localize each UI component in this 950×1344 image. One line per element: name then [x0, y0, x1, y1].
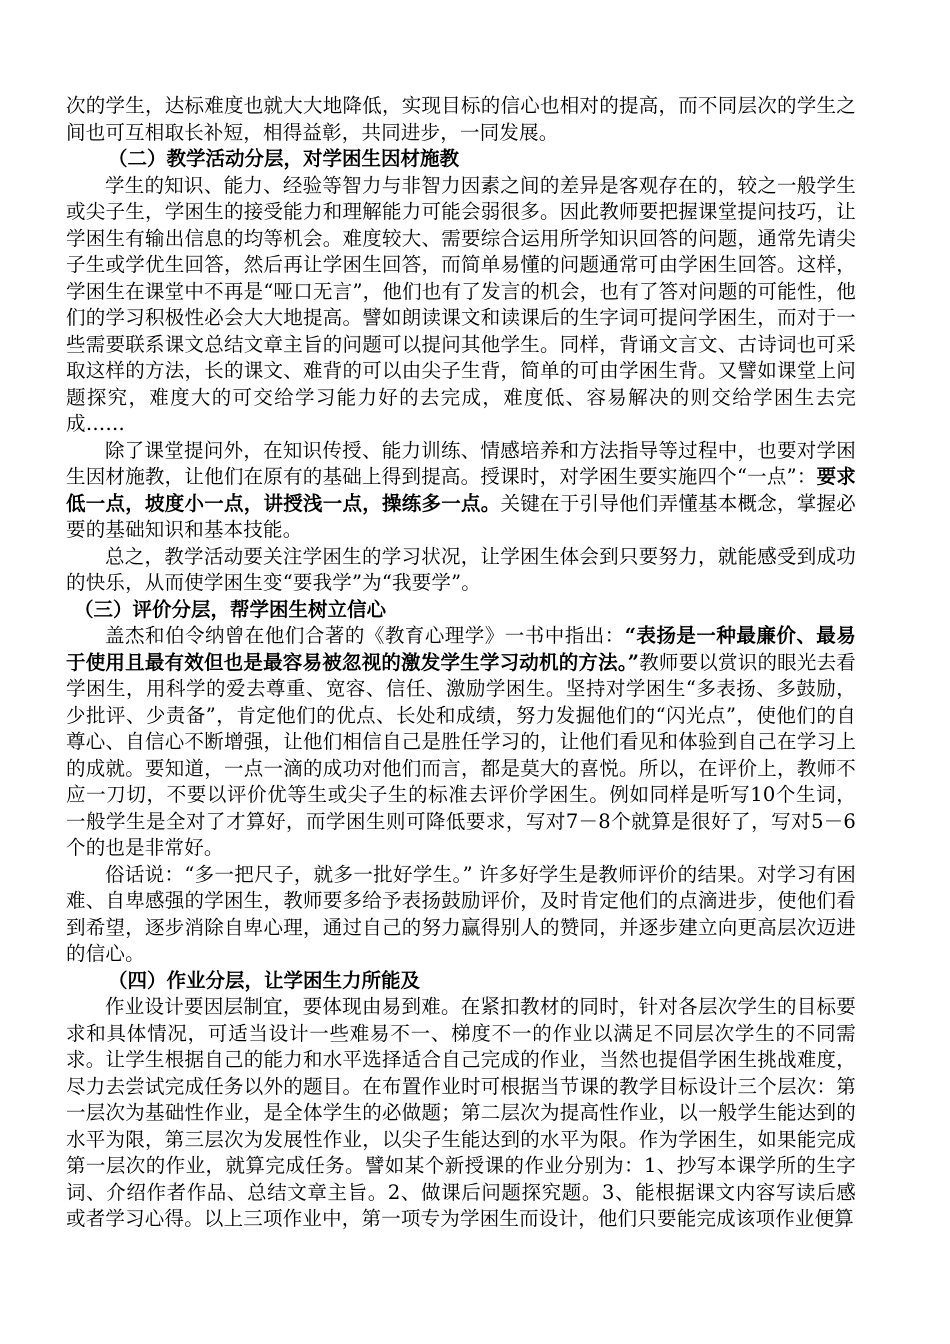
- section-three-paragraph-1: [66, 623, 856, 862]
- emphasis-text: 要求低一点，坡度小一点，讲授浅一点，操练多一点。: [66, 465, 856, 515]
- paragraph-text: 盖杰和伯令纳曾在他们合著的《教育心理学》一书中指出：: [105, 624, 625, 647]
- section-two-paragraph-1: 学生的知识、能力、经验等智力与非智力因素之间的差异是客观存在的，较之一般学生或尖子生，学困生的接受能力和理解能力可能会弱很多。因此教师要把握课堂提问技巧，让学困生有输出信息的均等机会。难度较大、需要综合运用所学知识回答的问题，通常先请尖子生或学优生回答，然后再让学困生回答，而简单易懂的问题通常可由学困生回答。这样，学困生在课堂中不再是“哑口无言”，他们也有了发言的机会，也有了答对问题的可能性，他们的学习积极性必会大大地提高。譬如朗读课文和读课后的生字词可提问学困生，而对于一些需要联系课文总结文章主旨的问题可以提问其他学生。同样，背诵文言文、古诗词也可采取这样的方法，长的课文、难背的可以由尖子生背，简单的可由学困生背。又譬如课堂上问题探究，难度大的可交给学习能力好的去完成，难度低、容易解决的则交给学困生去完成……: [66, 173, 856, 435]
- section-three-paragraph-2: 俗话说：“多一把尺子，就多一批好学生。” 许多好学生是教师评价的结果。对学习有困难、自卑感强的学困生，教师要多给予表扬鼓励评价，及时肯定他们的点滴进步，使他们看到希望，逐步消除自卑心理，通过自己的努力赢得别人的赞同，并逐步建立向更高层次迈进的信心。: [66, 862, 856, 965]
- document-body: [66, 93, 856, 1233]
- section-two-heading: （二）教学活动分层，对学困生因材施教: [108, 147, 460, 170]
- section-four-heading: （四）作业分层，让学困生力所能及: [108, 968, 421, 992]
- section-four-paragraph-1: 作业设计要因层制宜，要体现由易到难。在紧扣教材的同时，针对各层次学生的目标要求和具体情况，可适当设计一些难易不一、梯度不一的作业以满足不同层次学生的不同需求。让学生根据自己的能力和水平选择适合自己完成的作业，当然也提倡学困生挑战难度，尽力去尝试完成任务以外的题目。在布置作业时可根据当节课的教学目标设计三个层次：第一层次为基础性作业，是全体学生的必做题；第二层次为提高性作业，以一般学生能达到的水平为限，第三层次为发展性作业，以尖子生能达到的水平为限。作为学困生，如果能完成第一层次的作业，就算完成任务。譬如某个新授课的作业分别为：1、抄写本课学所的生字词、介绍作者作品、总结文章主旨。2、做课后问题探究题。3、能根据课文内容写读后感或者学习心得。以上三项作业中，第一项专为学困生而设计，他们只要能完成该项作业便算: [66, 995, 856, 1230]
- intro-paragraph: 次的学生，达标难度也就大大地降低，实现目标的信心也相对的提高，而不同层次的学生之间也可互相取长补短，相得益彰，共同进步，一同发展。: [66, 94, 856, 144]
- paragraph-text: 除了课堂提问外，在知识传授、能力训练、情感培养和方法指导等过程中，也要对学困生因材施教，让他们在原有的基础上得到提高。授课时，对学困生要实施四个“一点”：: [66, 438, 856, 488]
- section-two-paragraph-2: [66, 438, 856, 544]
- section-three-heading: （三）评价分层，帮学困生树立信心: [74, 597, 387, 621]
- section-two-paragraph-3: 总之，教学活动要关注学困生的学习状况，让学困生体会到只要努力，就能感受到成功的快乐，从而使学困生变“要我学”为“我要学”。: [66, 544, 856, 594]
- paragraph-text: 教师要以赏识的眼光去看学困生，用科学的爱去尊重、宽容、信任、激励学困生。坚持对学困生“多表扬、多鼓励，少批评、少责备”，肯定他们的优点、长处和成绩，努力发掘他们的“闪光点”，使他们的自尊心、自信心不断增强，让他们相信自己是胜任学习的，让他们看见和体验到自己在学习上的成就。要知道，一点一滴的成功对他们而言，都是莫大的喜悦。所以，在评价上，教师不应一刀切，不要以评价优等生或尖子生的标准去评价学困生。例如同样是听写10个生词，一般学生是全对了才算好，而学困生则可降低要求，写对7－8个就算是很好了，写对5－6个的也是非常好。: [66, 650, 857, 859]
- quote-text: “表扬是一种最廉价、最易于使用且最有效但也是最容易被忽视的激发学生学习动机的方法。”: [66, 624, 856, 674]
- paragraph-text: 关键在于引导他们弄懂基本概念，掌握必要的基础知识和基本技能。: [66, 491, 856, 541]
